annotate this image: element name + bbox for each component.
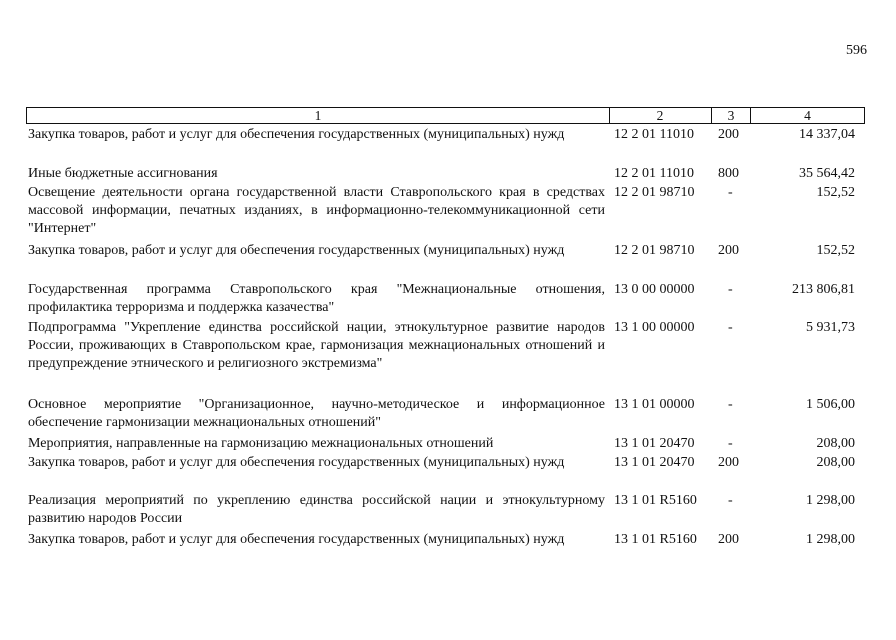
row-code: 13 1 01 20470 [614,455,695,470]
row-name: Подпрограмма "Укрепление единства российской нации, этнокультурное развитие народов России, проживающих в Ставропольском крае, гармонизация межнациональных отношений и предупреждение этнического и религиозного экстремизма" [28,320,605,371]
row-type: - [728,493,733,508]
row-name: Закупка товаров, работ и услуг для обеспечения государственных (муниципальных) нужд [28,127,565,142]
row-code: 13 0 00 00000 [614,282,695,297]
row-code: 12 2 01 98710 [614,243,695,258]
row-name: Государственная программа Ставропольского края "Межнациональные отношения, профилактика терроризма и поддержка казачества" [28,282,605,315]
page-number: 596 [846,43,867,58]
row-code: 13 1 01 R5160 [614,493,697,508]
row-name: Закупка товаров, работ и услуг для обеспечения государственных (муниципальных) нужд [28,243,565,258]
row-code: 12 2 01 11010 [614,166,694,181]
row-type: 200 [718,532,739,547]
row-amount: 208,00 [816,436,855,451]
row-amount: 1 506,00 [806,397,855,412]
row-type: - [728,185,733,200]
header-col-4: 4 [804,108,811,123]
row-type: - [728,436,733,451]
table-header [26,107,865,124]
row-type: - [728,320,733,335]
row-name: Иные бюджетные ассигнования [28,166,218,181]
row-amount: 35 564,42 [799,166,855,181]
row-code: 12 2 01 98710 [614,185,695,200]
row-name: Реализация мероприятий по укреплению единства российской нации и этнокультурному развитию народов России [28,493,605,526]
row-amount: 152,52 [816,243,855,258]
row-amount: 208,00 [816,455,855,470]
row-code: 13 1 01 R5160 [614,532,697,547]
row-amount: 213 806,81 [792,282,855,297]
row-type: - [728,397,733,412]
header-col-3: 3 [727,108,735,123]
row-type: 200 [718,455,739,470]
header-col-1: 1 [314,108,322,123]
row-type: 200 [718,127,739,142]
row-name: Основное мероприятие "Организационное, научно-методическое и информационное обеспечение гармонизации межнациональных отношений" [28,397,605,430]
row-code: 13 1 00 00000 [614,320,695,335]
row-amount: 14 337,04 [799,127,855,142]
row-name: Мероприятия, направленные на гармонизацию межнациональных отношений [28,436,494,451]
row-amount: 1 298,00 [806,493,855,508]
row-amount: 5 931,73 [806,320,855,335]
row-name: Закупка товаров, работ и услуг для обеспечения государственных (муниципальных) нужд [28,455,565,470]
row-code: 13 1 01 00000 [614,397,695,412]
row-type: 800 [718,166,739,181]
row-amount: 152,52 [816,185,855,200]
row-name: Закупка товаров, работ и услуг для обеспечения государственных (муниципальных) нужд [28,532,565,547]
row-code: 13 1 01 20470 [614,436,695,451]
row-type: 200 [718,243,739,258]
header-col-2: 2 [656,108,664,123]
row-amount: 1 298,00 [806,532,855,547]
row-name: Освещение деятельности органа государственной власти Ставропольского края в средствах массовой информации, печатных изданиях, в информационно-телекоммуникационной сети "Интернет" [28,185,605,236]
row-type: - [728,282,733,297]
row-code: 12 2 01 11010 [614,127,694,142]
